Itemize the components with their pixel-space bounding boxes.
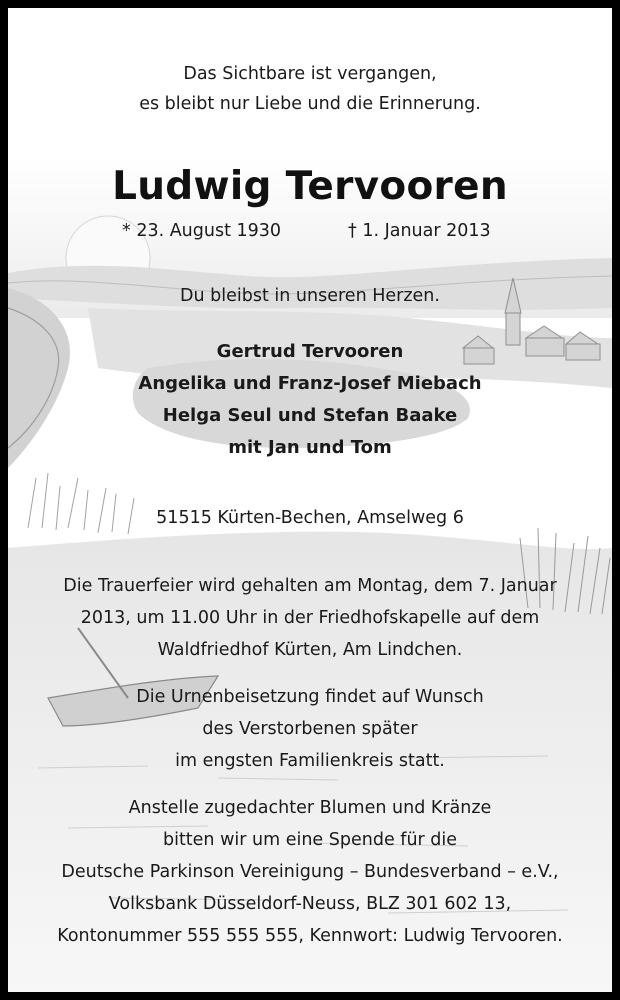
donation-line: Anstelle zugedachter Blumen und Kränze [128,798,492,818]
motto-line-1: Das Sichtbare ist vergangen, [183,64,437,84]
donation-line: Volksbank Düsseldorf-Neuss, BLZ 301 602 13, [108,894,512,914]
deceased-name: Ludwig Tervooren [112,164,508,209]
donation-line: Deutsche Parkinson Vereinigung – Bundesverband – e.V., [61,862,559,882]
ceremony-line: 2013, um 11.00 Uhr in der Friedhofskapelle auf dem [80,608,540,628]
birth-date: * 23. August 1930 [122,221,282,241]
family-address: 51515 Kürten-Bechen, Amselweg 6 [156,508,464,528]
mourner-name: Angelika und Franz-Josef Miebach [138,373,482,394]
death-date: † 1. Januar 2013 [348,221,491,241]
donation-line: Kontonummer 555 555 555, Kennwort: Ludwig Tervooren. [57,926,563,946]
mourner-name: Helga Seul und Stefan Baake [162,405,458,426]
donation-line: bitten wir um eine Spende für die [162,830,458,850]
notice-text-content [8,8,612,992]
urn-line: Die Urnenbeisetzung findet auf Wunsch [136,687,484,707]
ceremony-line: Waldfriedhof Kürten, Am Lindchen. [157,640,463,660]
farewell-line: Du bleibst in unseren Herzen. [180,286,440,306]
mourner-name: Gertrud Tervooren [216,341,404,362]
ceremony-line: Die Trauerfeier wird gehalten am Montag, dem 7. Januar [63,576,557,596]
urn-line: des Verstorbenen später [202,719,418,739]
mourner-name: mit Jan und Tom [228,437,392,458]
urn-line: im engsten Familienkreis statt. [175,751,445,771]
motto-line-2: es bleibt nur Liebe und die Erinnerung. [139,94,481,114]
